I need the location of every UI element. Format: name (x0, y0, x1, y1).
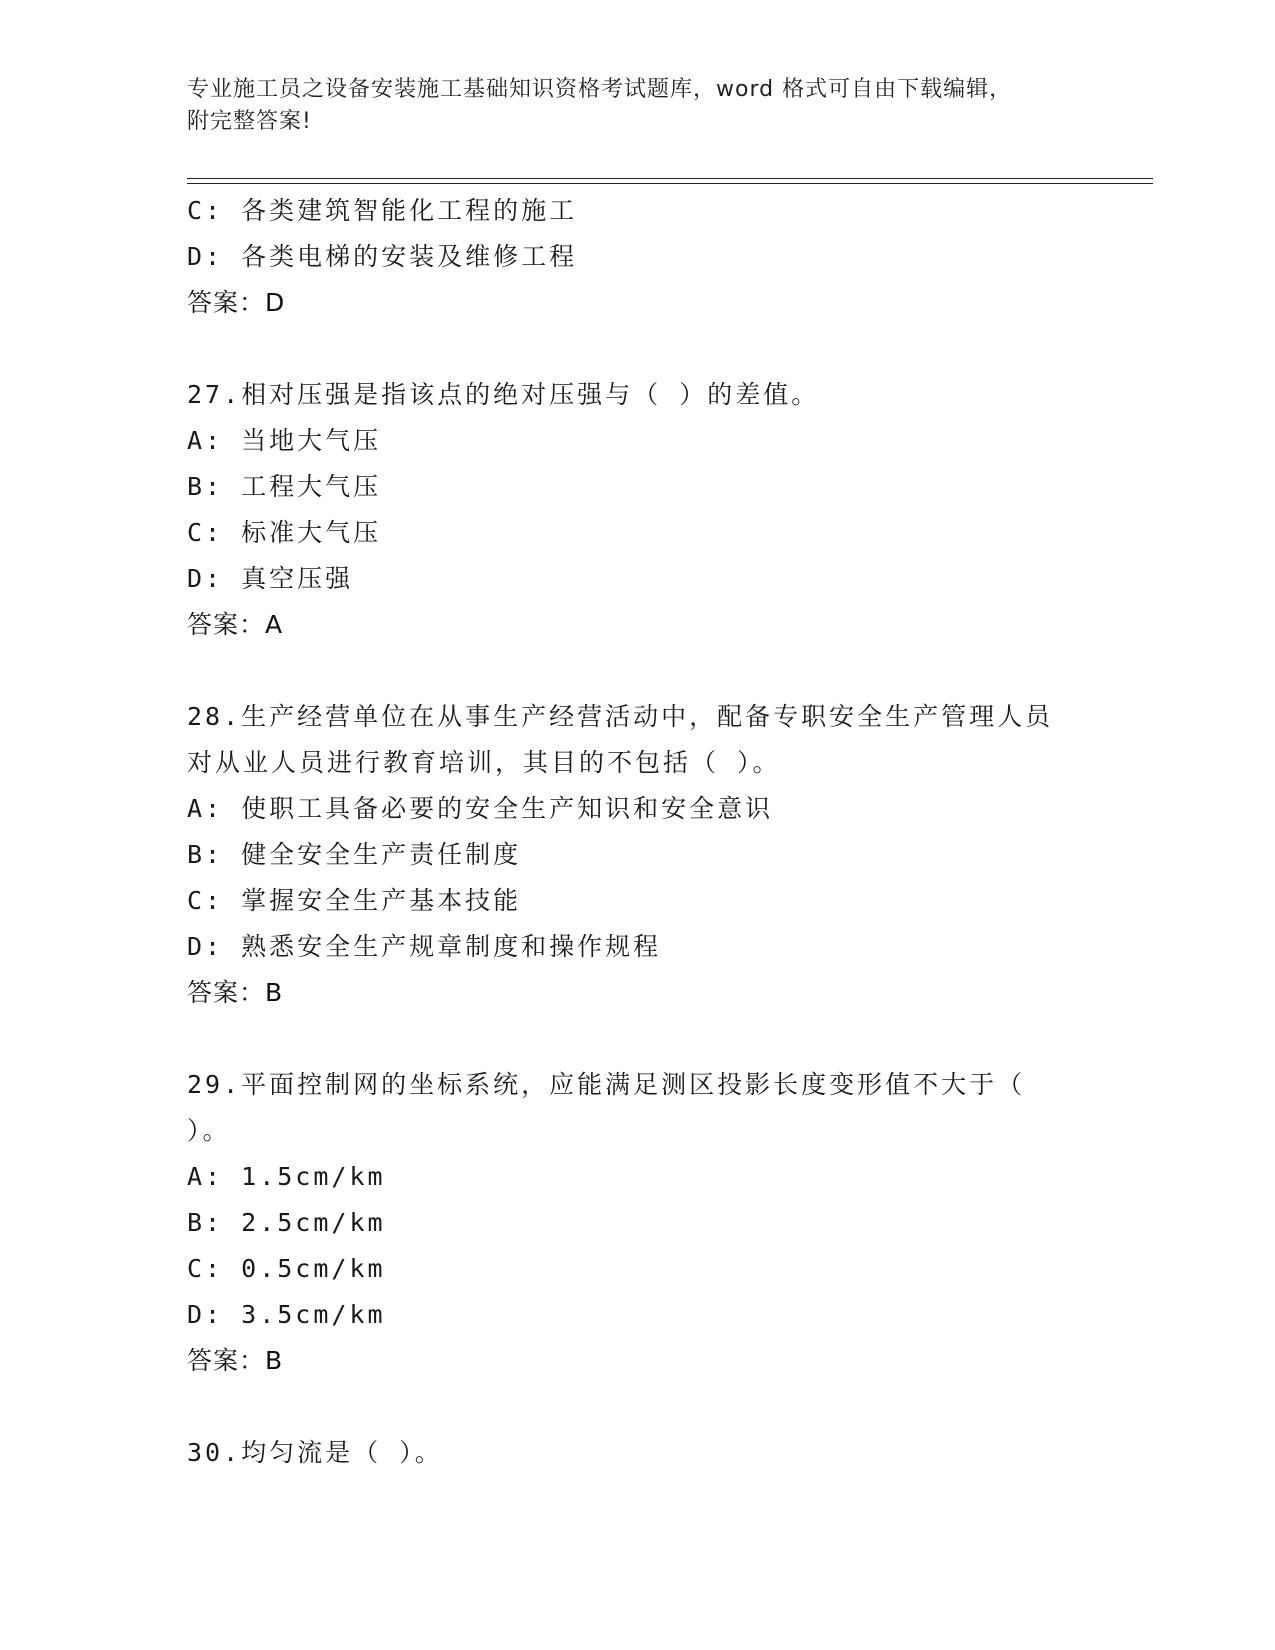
spacer (187, 1384, 1153, 1430)
q29-question-line-1: 29.平面控制网的坐标系统，应能满足测区投影长度变形值不大于（ (187, 1070, 1026, 1099)
q28-option-d: D: 熟悉安全生产规章制度和操作规程 (187, 932, 662, 961)
question-list (187, 188, 1153, 1476)
document-header (187, 74, 1067, 138)
q27-option-b: B: 工程大气压 (187, 472, 382, 501)
header-line-1: 专业施工员之设备安装施工基础知识资格考试题库，word 格式可自由下载编辑， (187, 77, 1013, 102)
q28-question-line-1: 28.生产经营单位在从事生产经营活动中，配备专职安全生产管理人员 (187, 702, 1054, 731)
q27-option-c: C: 标准大气压 (187, 518, 382, 547)
q29-option-c: C: 0.5cm/km (187, 1254, 386, 1283)
question-29-block (187, 1062, 1153, 1384)
spacer (187, 648, 1153, 694)
q29-option-a: A: 1.5cm/km (187, 1162, 386, 1191)
q29-answer: 答案：B (187, 1346, 284, 1375)
q27-question: 27.相对压强是指该点的绝对压强与（ ）的差值。 (187, 380, 820, 409)
q26-answer: 答案：D (187, 288, 286, 317)
q30-question: 30.均匀流是（ ）。 (187, 1438, 443, 1467)
q28-option-c: C: 掌握安全生产基本技能 (187, 886, 522, 915)
header-divider-top (187, 178, 1153, 179)
q27-option-d: D: 真空压强 (187, 564, 354, 593)
q29-question-line-2: ）。 (187, 1116, 231, 1145)
question-26-block (187, 188, 1153, 326)
question-30-block (187, 1430, 1153, 1476)
q27-answer: 答案：A (187, 610, 284, 639)
q28-option-a: A: 使职工具备必要的安全生产知识和安全意识 (187, 794, 774, 823)
q26-option-d: D: 各类电梯的安装及维修工程 (187, 242, 578, 271)
q29-option-b: B: 2.5cm/km (187, 1208, 386, 1237)
question-27-block (187, 372, 1153, 648)
q26-option-c: C: 各类建筑智能化工程的施工 (187, 196, 578, 225)
q28-question-line-2: 对从业人员进行教育培训，其目的不包括（ ）。 (187, 748, 781, 777)
header-divider-bottom (187, 183, 1153, 184)
spacer (187, 326, 1153, 372)
header-line-2: 附完整答案! (187, 109, 312, 134)
q29-option-d: D: 3.5cm/km (187, 1300, 386, 1329)
spacer (187, 1016, 1153, 1062)
q28-answer: 答案：B (187, 978, 284, 1007)
question-28-block (187, 694, 1153, 1016)
q27-option-a: A: 当地大气压 (187, 426, 382, 455)
q28-option-b: B: 健全安全生产责任制度 (187, 840, 522, 869)
